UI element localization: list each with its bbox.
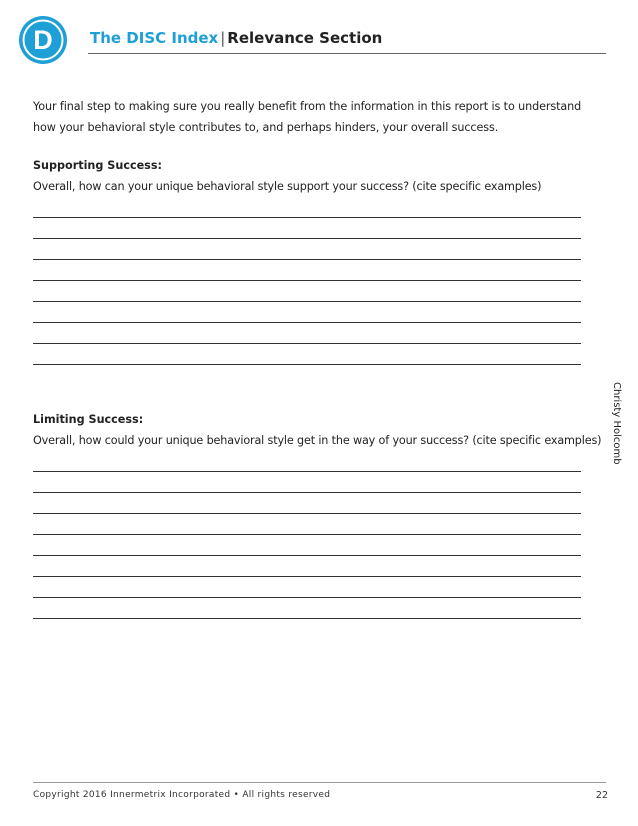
title-separator: | <box>220 29 226 47</box>
supporting-answer-line[interactable] <box>33 323 581 344</box>
limiting-answer-line[interactable] <box>33 598 581 619</box>
supporting-answer-line[interactable] <box>33 302 581 323</box>
copyright-text: Copyright 2016 Innermetrix Incorporated • All rights reserved <box>33 790 331 800</box>
disc-logo <box>18 15 68 65</box>
limiting-answer-line[interactable] <box>33 451 581 472</box>
limiting-answer-lines <box>33 451 598 619</box>
page-number: 22 <box>595 790 608 801</box>
supporting-answer-line[interactable] <box>33 344 581 365</box>
intro-paragraph: Your final step to making sure you really benefit from the information in this report is to understand how your behavioral style contributes to, and perhaps hinders, your overall success. <box>33 100 582 134</box>
limiting-answer-line[interactable] <box>33 514 581 535</box>
limiting-answer-line[interactable] <box>33 493 581 514</box>
supporting-success-prompt: Overall, how can your unique behavioral style support your success? (cite specific examples) <box>33 180 542 193</box>
limiting-success-prompt: Overall, how could your unique behavioral style get in the way of your success? (cite specific examples) <box>33 434 602 447</box>
supporting-answer-line[interactable] <box>33 239 581 260</box>
supporting-answer-line[interactable] <box>33 260 581 281</box>
title-secondary: Relevance Section <box>227 29 383 47</box>
title-primary: The DISC Index <box>90 29 219 47</box>
supporting-success-heading: Supporting Success: <box>33 159 162 172</box>
page-title <box>90 29 382 47</box>
limiting-answer-line[interactable] <box>33 556 581 577</box>
footer-divider <box>33 782 606 783</box>
supporting-answer-line[interactable] <box>33 197 581 218</box>
supporting-answer-line[interactable] <box>33 281 581 302</box>
limiting-success-heading: Limiting Success: <box>33 413 144 426</box>
main-content <box>33 96 602 619</box>
limiting-answer-line[interactable] <box>33 472 581 493</box>
side-author-name: Christy Holcomb <box>611 382 622 465</box>
header-divider <box>88 53 606 54</box>
logo-letter: D <box>33 25 53 55</box>
limiting-answer-line[interactable] <box>33 577 581 598</box>
supporting-answer-line[interactable] <box>33 218 581 239</box>
supporting-answer-lines <box>33 197 598 365</box>
limiting-answer-line[interactable] <box>33 535 581 556</box>
